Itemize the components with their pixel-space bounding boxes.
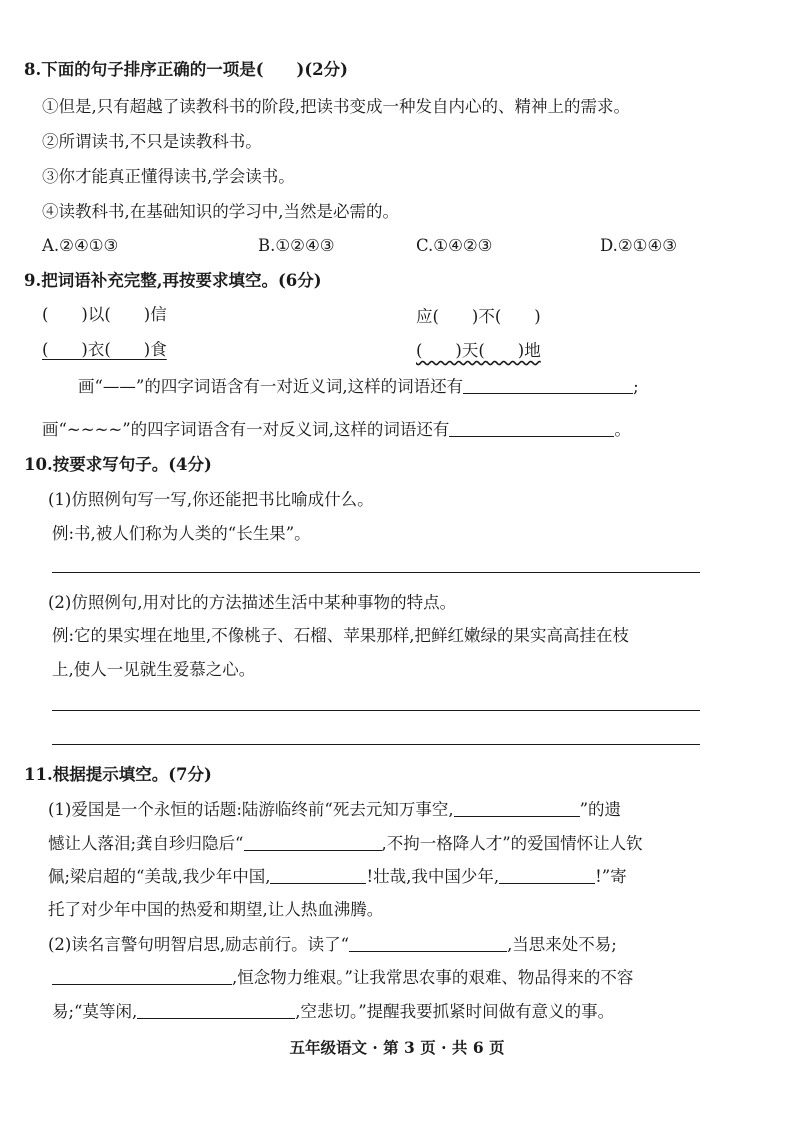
q8-stem: 8.下面的句子排序正确的一项是( )(2分): [24, 60, 348, 79]
page-footer: 五年级语文 · 第 3 页 · 共 6 页: [289, 1038, 505, 1057]
q8-sentence-2: ②所谓读书,不只是读教科书。: [42, 132, 262, 151]
q8-sentence-4: ④读教科书,在基础知识的学习中,当然是必需的。: [42, 202, 399, 221]
q9-stem: 9.把词语补充完整,再按要求填空。(6分): [24, 271, 322, 290]
q9-word-1[interactable]: ( )以( )信: [42, 305, 167, 324]
q9-antonym-blank[interactable]: [449, 420, 614, 437]
q8-option-b[interactable]: B.①②④③: [258, 236, 335, 255]
q11-p1-l2-text: 憾让人落泪;龚自珍归隐后“: [48, 834, 244, 853]
q9-antonym-line: [42, 420, 631, 440]
q10-part-2: (2)仿照例句,用对比的方法描述生活中某种事物的特点。: [48, 593, 457, 612]
q11-p2-line1: [48, 935, 617, 955]
q9-synonym-line: [78, 377, 639, 397]
q9-word-3[interactable]: ( )衣( )食: [42, 340, 167, 359]
q8-sentence-1: ①但是,只有超越了读教科书的阶段,把读书变成一种发自内心的、精神上的需求。: [42, 97, 630, 116]
q11-p2-l1-end: ,当思来处不易;: [507, 935, 617, 954]
q9-antonym-end: 。: [614, 420, 631, 439]
q9-synonym-text: 画“——”的四字词语含有一对近义词,这样的词语还有: [78, 377, 464, 396]
q11-stem: 11.根据提示填空。(7分): [24, 765, 212, 784]
q10-part-2-example-l1: 例:它的果实埋在地里,不像桃子、石榴、苹果那样,把鲜红嫩绿的果实高高挂在枝: [52, 626, 630, 645]
q11-p1-line1: [48, 800, 621, 820]
q11-blank-3[interactable]: [270, 867, 366, 884]
q8-sentence-3: ③你才能真正懂得读书,学会读书。: [42, 167, 295, 186]
q8-option-d[interactable]: D.②①④③: [600, 236, 678, 255]
q9-antonym-text: 画“~~~~”的四字词语含有一对反义词,这样的词语还有: [42, 420, 450, 439]
q11-blank-4[interactable]: [499, 867, 595, 884]
q10-part-1: (1)仿照例句写一写,你还能把书比喻成什么。: [48, 490, 374, 509]
q11-blank-1[interactable]: [454, 800, 580, 817]
q11-blank-7[interactable]: [137, 1002, 295, 1019]
q9-word-4[interactable]: ( )天( )地: [416, 341, 541, 360]
q11-p1-l3-mid: !壮哉,我中国少年,: [366, 867, 500, 886]
q10-answer-line-2[interactable]: [52, 710, 700, 711]
q9-synonym-blank[interactable]: [463, 377, 633, 394]
q11-p2-l3-text: 易;“莫等闲,: [52, 1002, 138, 1021]
q11-p1-line2: [48, 834, 643, 854]
q8-option-a[interactable]: A.②④①③: [42, 236, 119, 255]
q11-p2-l1-text: (2)读名言警句明智启思,励志前行。读了“: [48, 935, 350, 954]
q11-p2-l3-end: ,空悲切。”提醒我要抓紧时间做有意义的事。: [295, 1002, 615, 1021]
q9-word-2[interactable]: 应( )不( ): [416, 307, 541, 326]
q10-part-1-example: 例:书,被人们称为人类的“长生果”。: [52, 524, 311, 543]
q11-p1-line4: 托了对少年中国的热爱和期望,让人热血沸腾。: [48, 900, 384, 919]
q10-stem: 10.按要求写句子。(4分): [24, 455, 212, 474]
q8-option-c[interactable]: C.①④②③: [416, 236, 493, 255]
q11-p1-line3: [48, 867, 627, 887]
q11-blank-6[interactable]: [52, 968, 232, 985]
q10-part-2-example-l2: 上,使人一见就生爱慕之心。: [52, 660, 256, 679]
q10-answer-line-1[interactable]: [52, 572, 700, 573]
q11-p1-l3-text: 佩;梁启超的“美哉,我少年中国,: [48, 867, 271, 886]
q11-p2-line2: [52, 968, 633, 988]
q11-p2-l2-text: ,恒念物力维艰。”让我常思农事的艰难、物品得来的不容: [232, 968, 634, 987]
q11-p2-line3: [52, 1002, 614, 1022]
q11-p1-l2-end: ,不拘一格降人才”的爱国情怀让人钦: [381, 834, 643, 853]
q10-answer-line-3[interactable]: [52, 744, 700, 745]
q11-p1-l1-end: ”的遗: [579, 800, 622, 819]
q11-p1-l1-text: (1)爱国是一个永恒的话题:陆游临终前“死去元知万事空,: [48, 800, 454, 819]
q11-blank-2[interactable]: [244, 834, 382, 851]
q11-p1-l3-end: !”寄: [595, 867, 627, 886]
q9-synonym-end: ;: [633, 377, 639, 396]
q11-blank-5[interactable]: [349, 935, 507, 952]
